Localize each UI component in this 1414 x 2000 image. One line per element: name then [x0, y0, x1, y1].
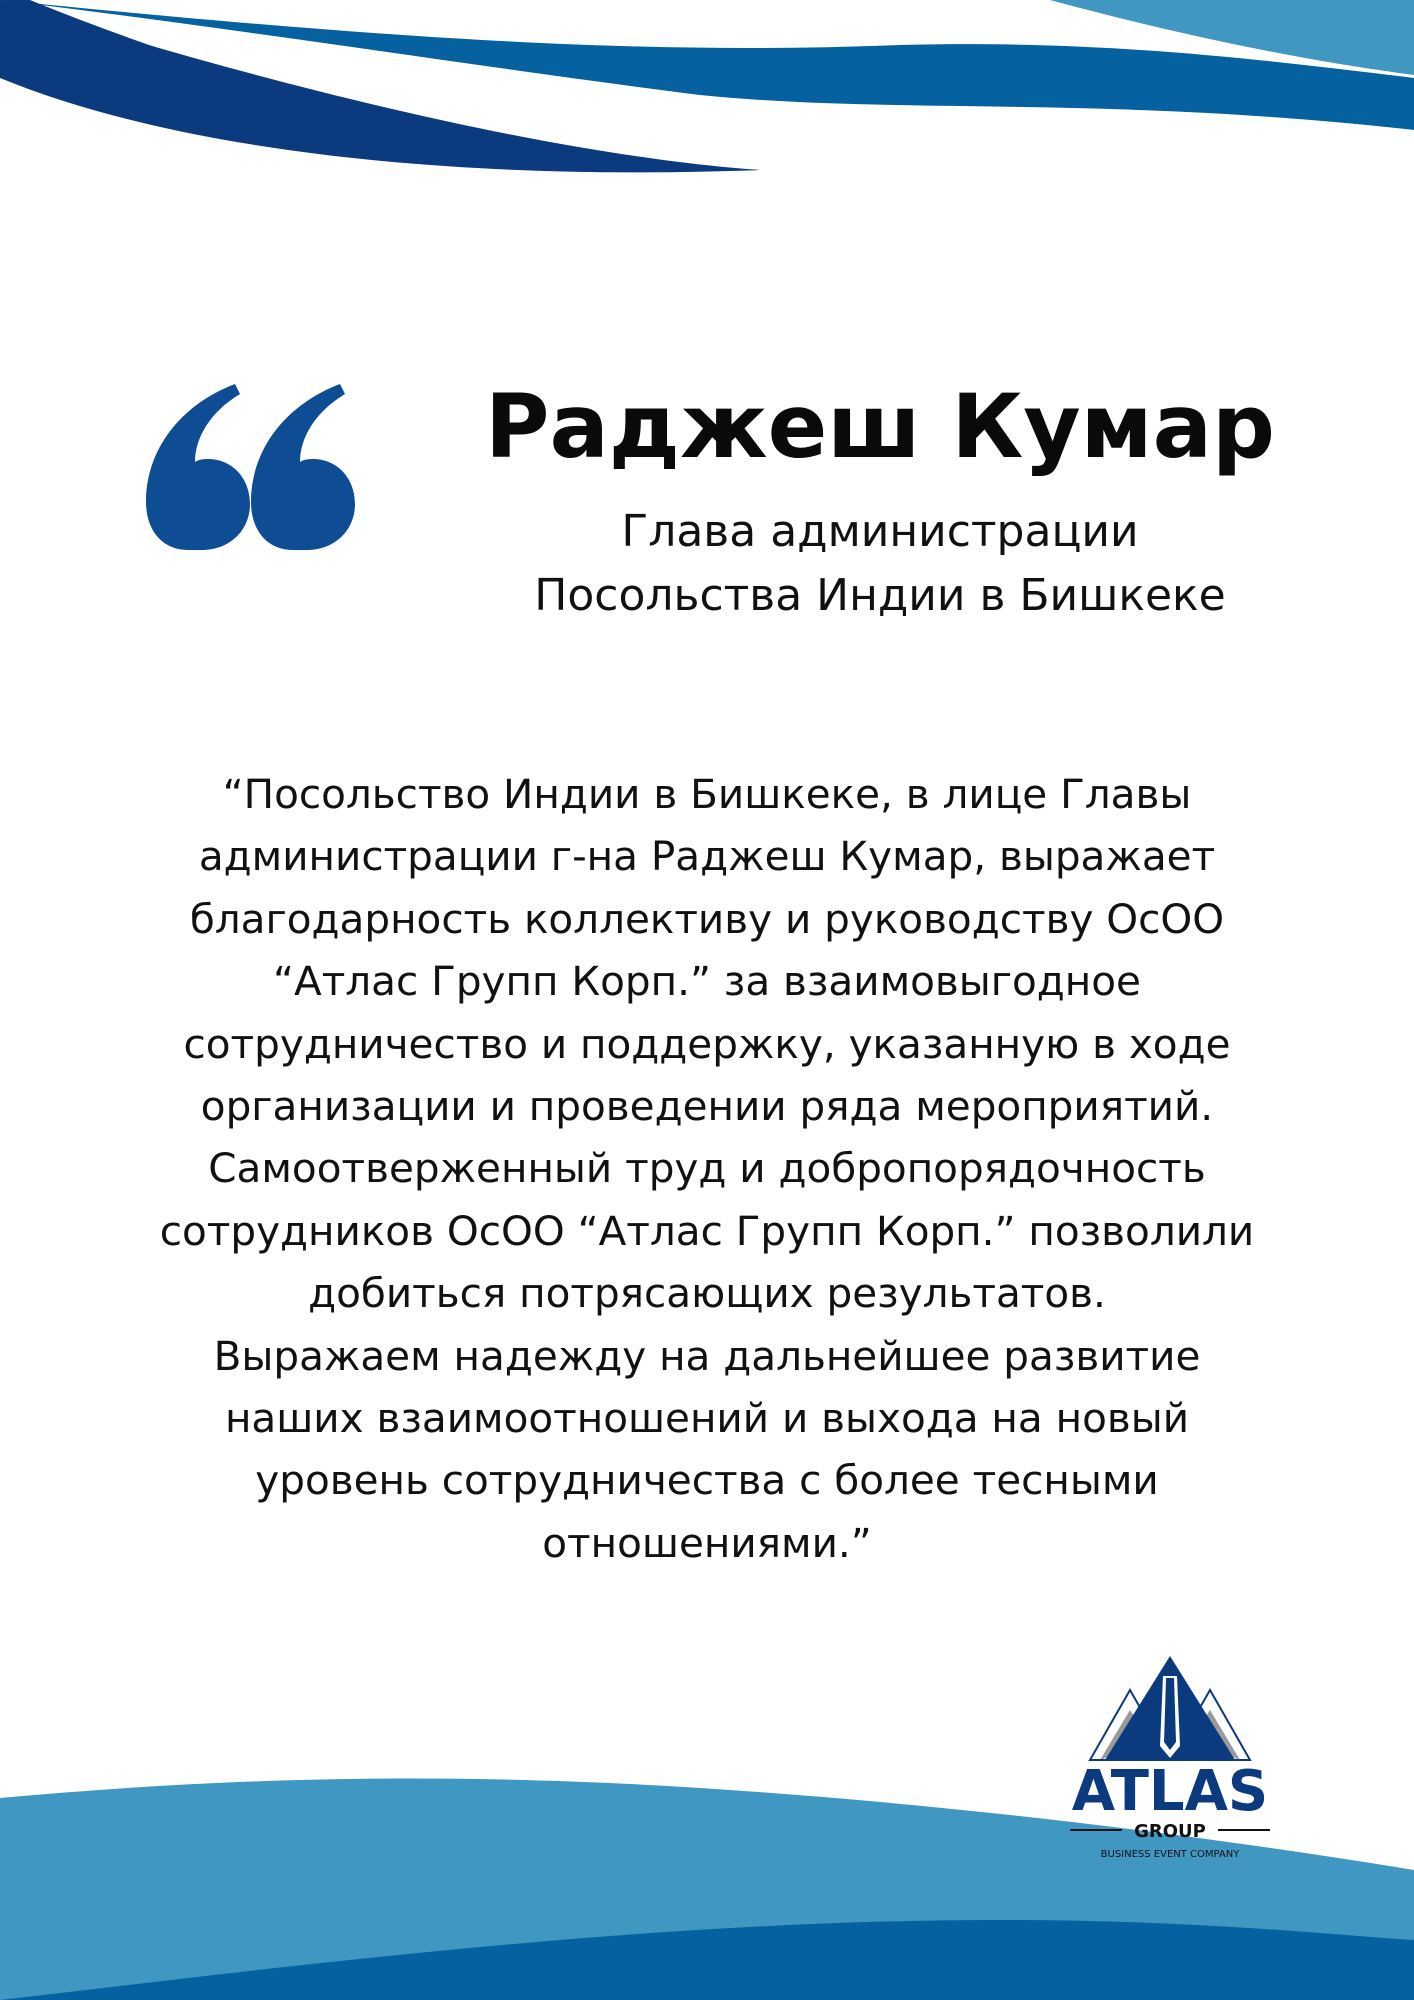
- quote-line: добиться потрясающих результатов.: [308, 1269, 1106, 1318]
- quote-line: администрации г-на Раджеш Кумар, выражает: [198, 832, 1216, 881]
- quote-line: наших взаимоотношений и выхода на новый: [224, 1394, 1190, 1443]
- quote-line: сотрудничество и поддержку, указанную в ходе: [183, 1019, 1231, 1068]
- quote-line: отношениями.”: [542, 1518, 872, 1567]
- atlas-group-logo: [1060, 1650, 1280, 1870]
- top-wave-decoration: [0, 0, 1414, 200]
- quote-line: Самоотверженный труд и добропорядочность: [208, 1144, 1206, 1193]
- quote-line: благодарность коллективу и руководству ОсОО: [189, 894, 1225, 943]
- person-name: Раджеш Кумар: [485, 375, 1275, 478]
- logo-wordmark: ATLAS: [1071, 1759, 1269, 1824]
- quotation-mark-icon: [140, 380, 360, 550]
- quote-line: уровень сотрудничества с более тесными: [255, 1456, 1159, 1505]
- person-role: [470, 500, 1290, 628]
- testimonial-quote: [110, 763, 1304, 1574]
- role-line: Глава администрации: [621, 506, 1139, 557]
- quote-line: организации и проведении ряда мероприятий.: [200, 1082, 1214, 1131]
- quote-line: “Атлас Групп Корп.” за взаимовыгодное: [273, 957, 1141, 1006]
- logo-tagline: BUSINESS EVENT COMPANY: [1100, 1849, 1240, 1860]
- role-line: Посольства Индии в Бишкеке: [534, 570, 1226, 621]
- quote-line: сотрудников ОсОО “Атлас Групп Корп.” позволили: [159, 1206, 1255, 1255]
- quote-line: Выражаем надежду на дальнейшее развитие: [213, 1331, 1201, 1380]
- quote-line: “Посольство Индии в Бишкеке, в лице Главы: [222, 770, 1192, 818]
- logo-group: GROUP: [1134, 1821, 1206, 1842]
